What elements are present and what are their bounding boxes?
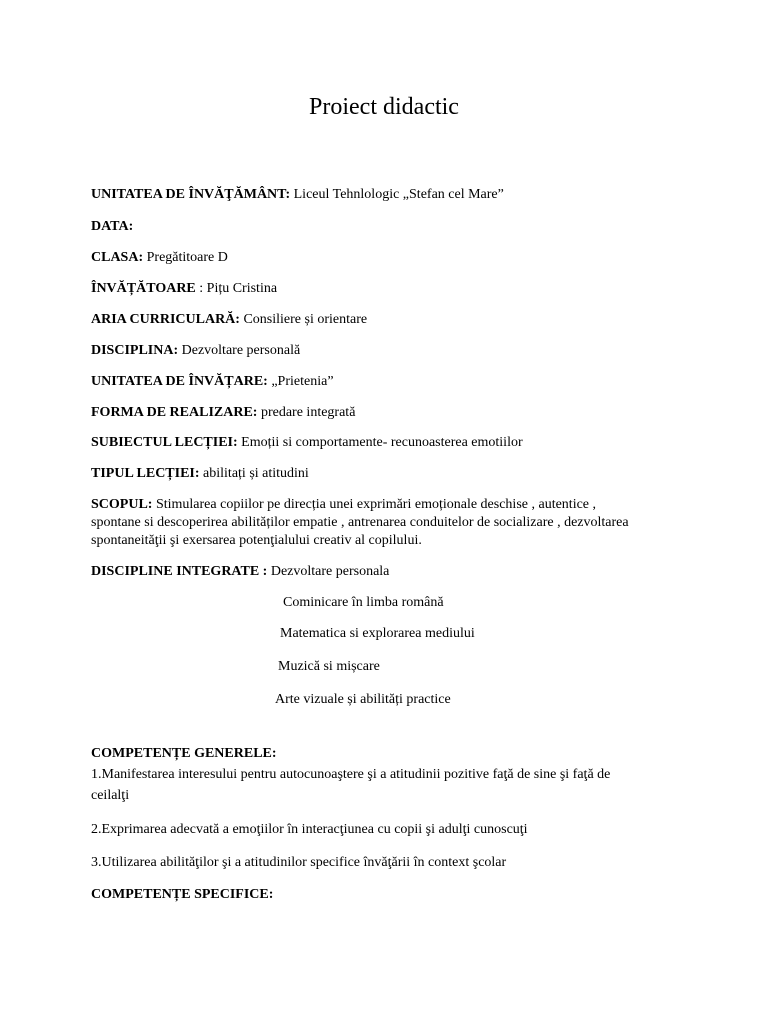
competenta-generala-3: 3.Utilizarea abilităţilor şi a atitudinilor specifice învăţării în context şcolar [91,855,507,870]
competenta-generala-2: 2.Exprimarea adecvată a emoţiilor în interacţiunea cu copii şi adulţi cunoscuţi [91,822,528,837]
discipline-item: Matematica si explorarea mediului [280,626,475,641]
field-label: DATA: [91,219,134,234]
field-label: DISCIPLINA: [91,343,179,358]
competente-specifice-heading [91,886,273,904]
competenta-generala-1-line-2: ceilalţi [91,788,130,803]
field-invatatoare [91,280,277,298]
field-unitatea-invatare [91,373,334,391]
field-label: ÎNVĂȚĂTOARE [91,281,200,296]
discipline-item: Cominicare în limba română [283,595,444,610]
discipline-item: Arte vizuale și abilități practice [275,692,451,707]
field-value: Pregătitoare D [143,250,228,265]
scopul-text-1: Stimularea copiilor pe direcția unei exprimări emoționale deschise , autentice , [152,497,597,512]
field-label: TIPUL LECȚIEI: [91,466,200,481]
field-label: SUBIECTUL LECȚIEI: [91,435,238,450]
competente-specifice-heading-text: COMPETENȚE SPECIFICE: [91,887,274,902]
scopul-line-2: spontane si descoperirea abilităților empatie , antrenarea conduitelor de socializare , dezvoltarea [91,515,629,530]
field-value: abilitați și atitudini [199,466,309,481]
field-forma-realizare [91,404,355,422]
scopul-line-1 [91,496,651,514]
field-unitatea-invatamant [91,186,504,204]
field-value: „Prietenia” [267,374,334,389]
discipline-integrate-label: DISCIPLINE INTEGRATE : [91,564,268,579]
scopul-paragraph [91,496,651,550]
field-data [91,218,133,236]
discipline-integrate-first: Dezvoltare personala [267,564,390,579]
field-clasa [91,249,228,267]
competente-generale-heading [91,745,277,763]
field-value: Liceul Tehnlologic „Stefan cel Mare” [290,187,504,202]
discipline-integrate [91,563,389,581]
field-disciplina [91,342,300,360]
scopul-line-3: spontaneităţii şi exersarea potenţialului creativ al copilului. [91,533,422,548]
field-value: Consiliere și orientare [239,312,368,327]
field-value: Emoții si comportamente- recunoasterea emotiilor [237,435,523,450]
field-tipul-lectiei [91,465,309,483]
field-label: UNITATEA DE ÎNVĂŢĂMÂNT: [91,187,291,202]
competenta-generala-1-line-1: 1.Manifestarea interesului pentru autocunoaştere şi a atitudinii pozitive faţă de sine şi faţă de [91,767,611,782]
field-label: FORMA DE REALIZARE: [91,405,258,420]
field-value: : Pițu Cristina [199,281,278,296]
field-aria-curriculara [91,311,367,329]
field-value: Dezvoltare personală [178,343,301,358]
field-label: UNITATEA DE ÎNVĂȚARE: [91,374,268,389]
field-label: CLASA: [91,250,144,265]
discipline-item: Muzică si mișcare [278,659,380,674]
scopul-label: SCOPUL: [91,497,153,512]
field-subiectul-lectiei [91,434,523,452]
field-value: predare integrată [257,405,356,420]
field-label: ARIA CURRICULARĂ: [91,312,240,327]
competente-generale-heading-text: COMPETENȚE GENERELE: [91,746,277,761]
page-title: Proiect didactic [309,94,459,120]
